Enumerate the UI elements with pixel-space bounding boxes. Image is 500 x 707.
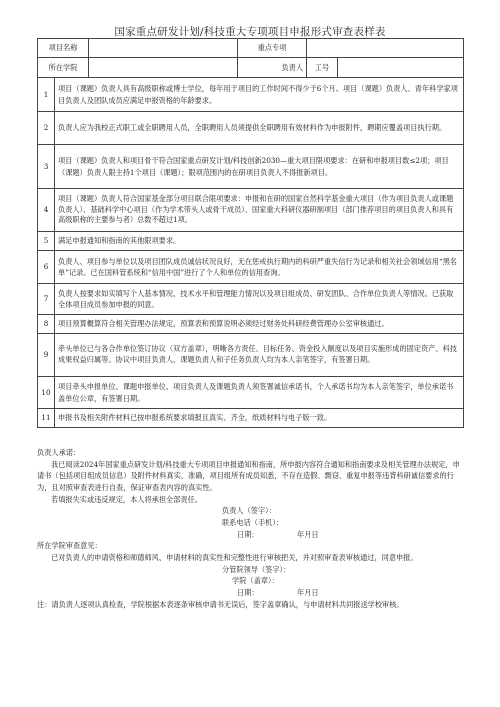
criterion-number: 9 (38, 334, 55, 377)
date-value: 年月日 (297, 587, 319, 597)
criterion-row (38, 251, 464, 284)
college-field[interactable] (89, 58, 238, 78)
college-leader-signature-label: 分管院领导（签字）： (222, 564, 291, 574)
pledge-body: 我已阅读2024年国家重点研发计划/科技重大专项项目申报通知和指南，所申报内容符合通知和指南要求及相关管理办法规定，申请书（包括项目组成员信息）及附件材料真实、准确，项目组所有成员知悉，不存在造假、剽窃、重复申报等违背科研诚信要求的行为，且对照审查表进行自查，保证审查表内容的真实性。 (37, 459, 460, 492)
date-value: 年月日 (297, 529, 319, 539)
college-date-line (37, 587, 463, 599)
college-review-body: 已对负责人的申请资格和师德师风、申请材料的真实性和完整性进行审核把关，并对照审查表审核通过，同意申报。 (51, 552, 418, 562)
date-label: 日期： (237, 529, 259, 539)
criterion-row (38, 145, 464, 189)
criterion-number: 5 (38, 232, 55, 251)
date-label: 日期： (237, 587, 259, 597)
staff-no-label: 工号 (307, 58, 338, 78)
criterion-text: 负责人、项目参与单位以及项目团队成员诚信状况良好，无在惩戒执行期内的科研严重失信行为记录和相关社会领域信用“黑名单”记录。已在国科管系统和“信用中国”进行了个人和单位的信用查询。 (55, 251, 464, 284)
leader-date-line (37, 529, 463, 541)
criterion-number: 6 (38, 251, 55, 284)
project-name-label: 项目名称 (38, 39, 89, 58)
criterion-row (38, 315, 464, 334)
criterion-text: 牵头单位已与各合作单位签订协议（双方盖章），明晰各方责任、目标任务、资金投入额度以及项目实施形成的固定资产、科技成果权益归属等。协议中项目负责人、课题负责人和子任务负责人均为本人亲笔签字，有签署日期。 (55, 334, 464, 377)
criterion-text: 申报书及相关附件材料已按申报系统要求填报且真实、齐全，纸质材料与电子版一致。 (55, 409, 464, 428)
college-review-heading: 所在学院审查意见： (37, 541, 102, 551)
key-project-label: 重点专项 (238, 39, 307, 58)
criterion-row (38, 78, 464, 112)
criterion-row (38, 409, 464, 428)
criterion-text: 满足申报通知和指南的其他限项要求。 (55, 232, 464, 251)
leader-label: 负责人 (238, 58, 307, 78)
criterion-text: 项目（课题）负责人和项目骨干符合国家重点研发计划/科技创新2030—重大项目限项要求：在研和申报项目数≤2项；项目（课题）负责人限主持1个项目（课题）；限项范围内的在研项目负责人不得报新项目。 (55, 145, 464, 189)
pledge-heading: 负责人承诺： (37, 448, 81, 457)
criterion-number: 7 (38, 284, 55, 315)
pledge-section (37, 447, 463, 610)
criterion-number: 8 (38, 315, 55, 334)
college-label: 所在学院 (38, 58, 89, 78)
criterion-text: 负责人按要求如实填写个人基本情况、技术水平和管理能力情况以及项目组成员、研发团队、合作单位负责人等情况。已获取全体项目成员参加申报的同意。 (55, 284, 464, 315)
header-row-college (38, 58, 464, 78)
review-form-table (37, 38, 464, 428)
criterion-text: 项目（课题）负责人符合国家基金部分项目联合限项要求：申报和在研的国家自然科学基金重大项目（作为项目负责人或课题负责人）、基础科学中心项目（作为学术带头人或骨干成员）、国家重大科研仪器研制项目（部门推荐项目的项目负责人和具有高级职称的主要参与者）总数不超过1项。 (55, 189, 464, 232)
criterion-number: 11 (38, 409, 55, 428)
criterion-number: 1 (38, 78, 55, 112)
key-project-field[interactable] (307, 39, 464, 58)
criterion-text: 项目预算概算符合相关管理办法规定，预算表和预算说明必须经过财务处科研经费管理办公室审核通过。 (55, 315, 464, 334)
criterion-row (38, 377, 464, 409)
criterion-row (38, 189, 464, 232)
criterion-number: 2 (38, 112, 55, 145)
staff-no-field[interactable] (338, 58, 464, 78)
project-name-field[interactable] (89, 39, 238, 58)
criterion-row (38, 232, 464, 251)
leader-signature-label: 负责人（签字）： (222, 506, 276, 516)
criterion-number: 4 (38, 189, 55, 232)
page-title: 国家重点研发计划/科技重大专项项目申报形式审查表样表 (114, 26, 386, 38)
criterion-number: 10 (38, 377, 55, 409)
criterion-text: 项目牵头申报单位、课题申报单位、项目负责人及课题负责人须签署诚信承诺书，个人承诺书均为本人亲笔签字，单位承诺书盖单位公章，有签署日期。 (55, 377, 464, 409)
criterion-text: 项目（课题）负责人具有高级职称或博士学位，每年用于项目的工作时间不得少于6个月。项目（课题）负责人、青年科学家项目负责人及团队成员应满足申报资格的年龄要求。 (55, 78, 464, 112)
criterion-text: 负责人应为我校正式职工或全职聘用人员，全职聘用人员须提供全职聘用有效材料作为申报附件，聘期应覆盖项目执行期。 (55, 112, 464, 145)
pledge-responsibility: 若填报失实或违反规定，本人将承担全部责任。 (51, 494, 202, 504)
college-stamp-label: 学院（盖章）： (232, 576, 279, 586)
criterion-row (38, 112, 464, 145)
criterion-row (38, 284, 464, 315)
criterion-number: 3 (38, 145, 55, 189)
leader-phone-label: 联系电话（手机）： (222, 517, 284, 527)
footnote: 注：请负责人逐项认真检查，学院根据本表逐条审核申请书无误后，签字盖章确认，与申请材料共同报送学校审核。 (37, 599, 404, 609)
header-row-project (38, 39, 464, 58)
criterion-row (38, 334, 464, 377)
